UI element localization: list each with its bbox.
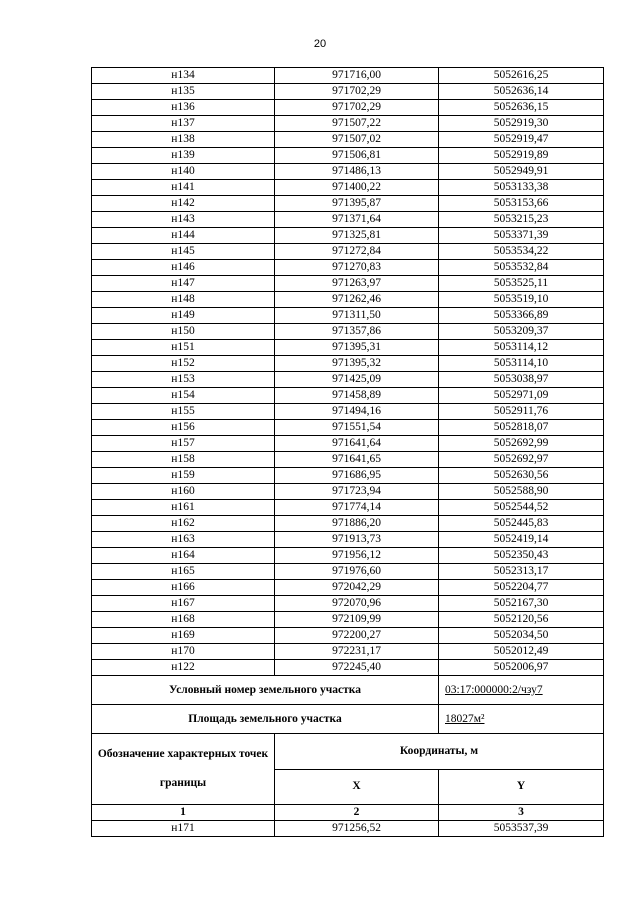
y-coordinate: 5052034,50 bbox=[439, 628, 604, 644]
y-coordinate: 5053114,10 bbox=[439, 356, 604, 372]
x-coordinate: 971395,31 bbox=[275, 340, 439, 356]
x-coordinate: 971272,84 bbox=[275, 244, 439, 260]
x-coordinate: 971641,64 bbox=[275, 436, 439, 452]
x-coordinate: 971357,86 bbox=[275, 324, 439, 340]
x-coordinate: 971371,64 bbox=[275, 212, 439, 228]
point-id: н169 bbox=[92, 628, 275, 644]
point-id: н139 bbox=[92, 148, 275, 164]
column-number-3: 3 bbox=[439, 805, 604, 821]
x-coordinate: 972042,29 bbox=[275, 580, 439, 596]
table-row bbox=[92, 644, 604, 660]
table-row bbox=[92, 596, 604, 612]
x-coordinate: 971913,73 bbox=[275, 532, 439, 548]
point-id: н168 bbox=[92, 612, 275, 628]
table-row bbox=[92, 308, 604, 324]
y-coordinate: 5053534,22 bbox=[439, 244, 604, 260]
y-coordinate: 5052350,43 bbox=[439, 548, 604, 564]
x-coordinate: 971507,02 bbox=[275, 132, 439, 148]
x-coordinate: 971395,87 bbox=[275, 196, 439, 212]
point-id: н142 bbox=[92, 196, 275, 212]
coordinates-header: Координаты, м bbox=[275, 734, 604, 770]
table-row bbox=[92, 404, 604, 420]
point-id: н170 bbox=[92, 644, 275, 660]
point-id: н144 bbox=[92, 228, 275, 244]
table-row bbox=[92, 260, 604, 276]
page-number: 20 bbox=[313, 38, 327, 50]
y-coordinate: 5052919,89 bbox=[439, 148, 604, 164]
y-coordinate: 5052636,15 bbox=[439, 100, 604, 116]
table-row bbox=[92, 164, 604, 180]
parcel-number-row bbox=[92, 676, 604, 705]
point-id: н135 bbox=[92, 84, 275, 100]
point-id: н156 bbox=[92, 420, 275, 436]
y-coordinate: 5053519,10 bbox=[439, 292, 604, 308]
table-row bbox=[92, 452, 604, 468]
x-coordinate: 971506,81 bbox=[275, 148, 439, 164]
x-coordinate: 972245,40 bbox=[275, 660, 439, 676]
x-coordinate: 971400,22 bbox=[275, 180, 439, 196]
x-coordinate: 972231,17 bbox=[275, 644, 439, 660]
table-row bbox=[92, 612, 604, 628]
x-coordinate: 971716,00 bbox=[275, 68, 439, 84]
point-id: н160 bbox=[92, 484, 275, 500]
column-number-2: 2 bbox=[275, 805, 439, 821]
column-numbers-row bbox=[92, 805, 604, 821]
x-coordinate: 971774,14 bbox=[275, 500, 439, 516]
table-row bbox=[92, 244, 604, 260]
y-coordinate: 5053114,12 bbox=[439, 340, 604, 356]
table-row bbox=[92, 388, 604, 404]
table-row bbox=[92, 628, 604, 644]
y-coordinate: 5052636,14 bbox=[439, 84, 604, 100]
y-coordinate: 5053133,38 bbox=[439, 180, 604, 196]
table-row bbox=[92, 148, 604, 164]
point-id: н150 bbox=[92, 324, 275, 340]
point-id: н149 bbox=[92, 308, 275, 324]
x-coordinate: 971956,12 bbox=[275, 548, 439, 564]
parcel-area-row bbox=[92, 705, 604, 734]
y-coordinate: 5052616,25 bbox=[439, 68, 604, 84]
table-row bbox=[92, 436, 604, 452]
y-coordinate: 5052919,47 bbox=[439, 132, 604, 148]
y-coordinate: 5052630,56 bbox=[439, 468, 604, 484]
x-coordinate: 972200,27 bbox=[275, 628, 439, 644]
y-coordinate: 5052818,07 bbox=[439, 420, 604, 436]
y-coordinate: 5052006,97 bbox=[439, 660, 604, 676]
table-row bbox=[92, 132, 604, 148]
point-id: н163 bbox=[92, 532, 275, 548]
x-coordinate: 971702,29 bbox=[275, 84, 439, 100]
table-row bbox=[92, 484, 604, 500]
parcel-area-label: Площадь земельного участка bbox=[92, 705, 439, 734]
table-row bbox=[92, 84, 604, 100]
table-row bbox=[92, 660, 604, 676]
x-coordinate: 971263,97 bbox=[275, 276, 439, 292]
y-coordinate: 5053525,11 bbox=[439, 276, 604, 292]
table-row bbox=[92, 468, 604, 484]
y-coordinate: 5052949,91 bbox=[439, 164, 604, 180]
y-coordinate: 5053366,89 bbox=[439, 308, 604, 324]
point-id: н158 bbox=[92, 452, 275, 468]
header-row bbox=[92, 734, 604, 770]
table-row bbox=[92, 276, 604, 292]
coordinates-rows bbox=[92, 68, 604, 676]
points-header: Обозначение характерных точек границы bbox=[92, 734, 275, 805]
point-id: н141 bbox=[92, 180, 275, 196]
x-coordinate: 971325,81 bbox=[275, 228, 439, 244]
point-id: н161 bbox=[92, 500, 275, 516]
x-coordinate: 971641,65 bbox=[275, 452, 439, 468]
table-row bbox=[92, 212, 604, 228]
table-row bbox=[92, 356, 604, 372]
x-coordinate: 971425,09 bbox=[275, 372, 439, 388]
coordinates-table bbox=[91, 67, 604, 837]
point-id: н122 bbox=[92, 660, 275, 676]
y-coordinate: 5052419,14 bbox=[439, 532, 604, 548]
table-row bbox=[92, 228, 604, 244]
table-row bbox=[92, 100, 604, 116]
x-coordinate: 971507,22 bbox=[275, 116, 439, 132]
y-coordinate: 5052012,49 bbox=[439, 644, 604, 660]
y-coordinate: 5053537,39 bbox=[439, 821, 604, 837]
point-id: н159 bbox=[92, 468, 275, 484]
x-coordinate: 971723,94 bbox=[275, 484, 439, 500]
y-coordinate: 5052692,99 bbox=[439, 436, 604, 452]
table-row bbox=[92, 372, 604, 388]
x-coordinate: 971494,16 bbox=[275, 404, 439, 420]
y-coordinate: 5053038,97 bbox=[439, 372, 604, 388]
x-coordinate: 971311,50 bbox=[275, 308, 439, 324]
point-id: н151 bbox=[92, 340, 275, 356]
x-coordinate: 971395,32 bbox=[275, 356, 439, 372]
x-coordinate: 971486,13 bbox=[275, 164, 439, 180]
point-id: н157 bbox=[92, 436, 275, 452]
y-coordinate: 5053209,37 bbox=[439, 324, 604, 340]
y-coordinate: 5052911,76 bbox=[439, 404, 604, 420]
point-id: н145 bbox=[92, 244, 275, 260]
x-coordinate: 972109,99 bbox=[275, 612, 439, 628]
table-row bbox=[92, 548, 604, 564]
column-number-1: 1 bbox=[92, 805, 275, 821]
x-coordinate: 972070,96 bbox=[275, 596, 439, 612]
y-coordinate: 5053371,39 bbox=[439, 228, 604, 244]
y-coordinate: 5052167,30 bbox=[439, 596, 604, 612]
y-header: Y bbox=[439, 769, 604, 805]
y-coordinate: 5052588,90 bbox=[439, 484, 604, 500]
table-row bbox=[92, 821, 604, 837]
table-row bbox=[92, 324, 604, 340]
y-coordinate: 5052445,83 bbox=[439, 516, 604, 532]
point-id: н148 bbox=[92, 292, 275, 308]
point-id: н147 bbox=[92, 276, 275, 292]
point-id: н136 bbox=[92, 100, 275, 116]
x-coordinate: 971686,95 bbox=[275, 468, 439, 484]
x-coordinate: 971886,20 bbox=[275, 516, 439, 532]
y-coordinate: 5053532,84 bbox=[439, 260, 604, 276]
point-id: н143 bbox=[92, 212, 275, 228]
parcel-number-value: 03:17:000000:2/чзу7 bbox=[439, 676, 604, 705]
point-id: н162 bbox=[92, 516, 275, 532]
y-coordinate: 5052120,56 bbox=[439, 612, 604, 628]
table-row bbox=[92, 564, 604, 580]
table-row bbox=[92, 532, 604, 548]
x-coordinate: 971270,83 bbox=[275, 260, 439, 276]
table-row bbox=[92, 516, 604, 532]
y-coordinate: 5052919,30 bbox=[439, 116, 604, 132]
point-id: н140 bbox=[92, 164, 275, 180]
point-id: н134 bbox=[92, 68, 275, 84]
table-row bbox=[92, 580, 604, 596]
y-coordinate: 5053215,23 bbox=[439, 212, 604, 228]
point-id: н167 bbox=[92, 596, 275, 612]
y-coordinate: 5052544,52 bbox=[439, 500, 604, 516]
point-id: н171 bbox=[92, 821, 275, 837]
y-coordinate: 5052313,17 bbox=[439, 564, 604, 580]
table-row bbox=[92, 500, 604, 516]
table-row bbox=[92, 196, 604, 212]
x-coordinate: 971551,54 bbox=[275, 420, 439, 436]
x-coordinate: 971976,60 bbox=[275, 564, 439, 580]
point-id: н164 bbox=[92, 548, 275, 564]
x-coordinate: 971458,89 bbox=[275, 388, 439, 404]
table-row bbox=[92, 292, 604, 308]
y-coordinate: 5052692,97 bbox=[439, 452, 604, 468]
point-id: н137 bbox=[92, 116, 275, 132]
point-id: н146 bbox=[92, 260, 275, 276]
point-id: н166 bbox=[92, 580, 275, 596]
table-row bbox=[92, 68, 604, 84]
point-id: н165 bbox=[92, 564, 275, 580]
parcel-number-label: Условный номер земельного участка bbox=[92, 676, 439, 705]
x-coordinate: 971256,52 bbox=[275, 821, 439, 837]
point-id: н138 bbox=[92, 132, 275, 148]
point-id: н155 bbox=[92, 404, 275, 420]
table-row bbox=[92, 180, 604, 196]
y-coordinate: 5052971,09 bbox=[439, 388, 604, 404]
x-coordinate: 971702,29 bbox=[275, 100, 439, 116]
table-row bbox=[92, 116, 604, 132]
point-id: н153 bbox=[92, 372, 275, 388]
x-header: X bbox=[275, 769, 439, 805]
y-coordinate: 5052204,77 bbox=[439, 580, 604, 596]
point-id: н154 bbox=[92, 388, 275, 404]
y-coordinate: 5053153,66 bbox=[439, 196, 604, 212]
parcel-area-value: 18027м² bbox=[439, 705, 604, 734]
table-row bbox=[92, 420, 604, 436]
table-row bbox=[92, 340, 604, 356]
point-id: н152 bbox=[92, 356, 275, 372]
x-coordinate: 971262,46 bbox=[275, 292, 439, 308]
